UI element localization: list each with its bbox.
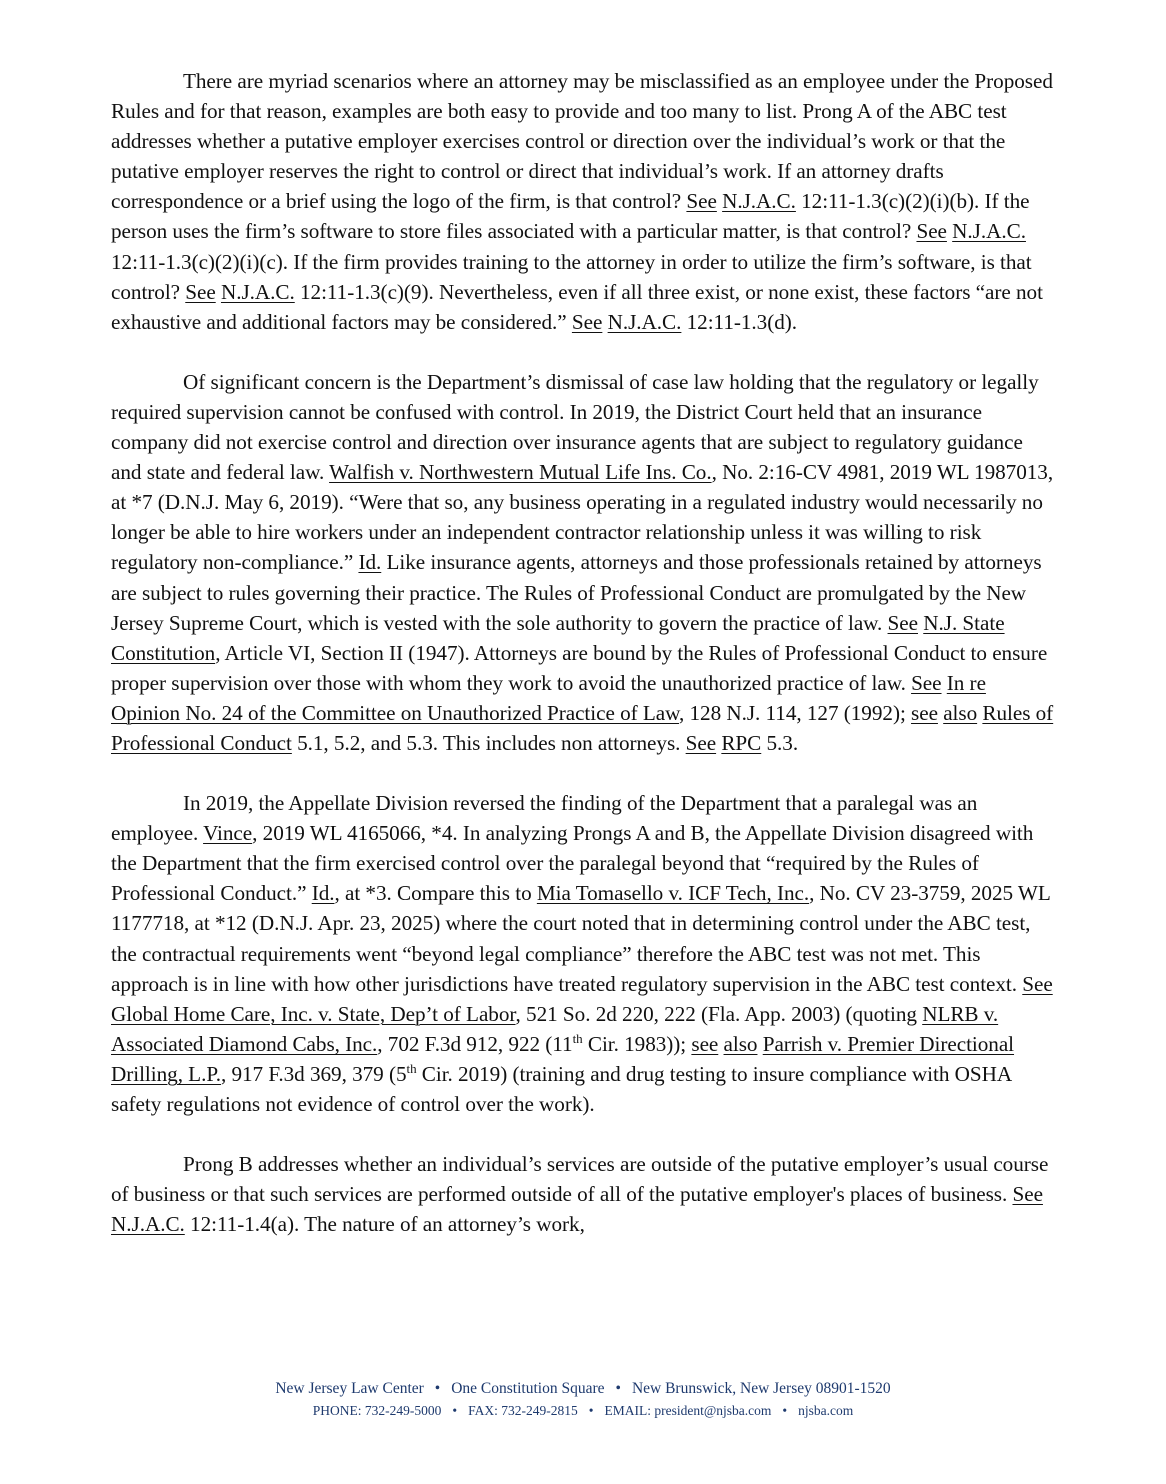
citation-underlined: Id. <box>358 550 382 575</box>
citation-underlined: See <box>686 189 717 214</box>
citation-underlined: See <box>887 610 918 635</box>
text-run: , 2019 WL 4165066, *4. In analyzing Prongs A and B, the Appellate Division disagreed with the Department that the firm exercised control over the paralegal beyond that “required by the Rules of Professional Conduct.” <box>111 821 1034 906</box>
citation-underlined: In re Opinion No. 24 of the Committee on Unauthorized Practice of Law <box>111 670 986 725</box>
citation-underlined: N.J.A.C. <box>952 219 1026 244</box>
footer-address-line <box>0 1378 1166 1400</box>
citation-underlined: Mia Tomasello v. ICF Tech, Inc. <box>536 881 810 906</box>
citation-underlined: N.J.A.C. <box>607 309 682 334</box>
citation-underlined: See <box>571 309 603 334</box>
citation-underlined: See <box>1012 1182 1043 1207</box>
citation-underlined: Rules of Professional Conduct <box>111 700 1054 755</box>
citation-underlined: see <box>911 700 938 725</box>
text-run: , 128 N.J. 114, 127 (1992); <box>678 700 912 725</box>
text-run: , at *3. Compare this to <box>334 881 537 906</box>
citation-underlined: N.J.A.C. <box>111 1212 185 1237</box>
paragraph-regulatory-supervision <box>111 367 1054 758</box>
citation-underlined: Global Home Care, Inc. v. State, Dep’t of Labor <box>111 1001 516 1026</box>
text-run: 12:11-1.3(d). <box>681 309 798 334</box>
footer-separator: • <box>782 1403 788 1418</box>
paragraph-prong-b <box>111 1149 1054 1239</box>
footer-fax: 732-249-2815 <box>501 1403 578 1418</box>
text-run: , 521 So. 2d 220, 222 (Fla. App. 2003) (quoting <box>515 1001 923 1026</box>
text-run: 5.3. <box>761 730 799 755</box>
text-run: In 2019, the Appellate Division reversed the finding of the Department that a paralegal was an employee. <box>111 791 978 846</box>
citation-underlined: RPC <box>721 730 762 755</box>
text-run: 12:11-1.4(a). The nature of an attorney’s work, <box>184 1212 585 1237</box>
paragraph-prong-a <box>111 66 1054 337</box>
citation-underlined: Parrish v. Premier Directional Drilling, L.P. <box>111 1031 1015 1086</box>
footer-city: New Brunswick, New Jersey 08901-1520 <box>631 1380 891 1397</box>
ordinal-suffix: th <box>572 1030 583 1046</box>
footer-separator: • <box>588 1403 594 1418</box>
citation-underlined: see <box>691 1031 719 1056</box>
footer-org-name: New Jersey Law Center <box>275 1380 424 1397</box>
paragraph-appellate-division <box>111 788 1054 1119</box>
text-run: Cir. 1983)); <box>582 1031 692 1056</box>
footer-email-label: EMAIL: <box>604 1403 651 1418</box>
footer-contact-line <box>0 1400 1166 1422</box>
text-run: Of significant concern is the Department’s dismissal of case law holding that the regulatory or legally required supervision cannot be confused with control. In 2019, the District Court held that an insurance company did not exercise control and direction over insurance agents that are subject to regulatory guidance and state and federal law. <box>111 369 1039 485</box>
text-run: Cir. 2019) (training and drug testing to insure compliance with OSHA safety regulations not evidence of control over the work). <box>111 1061 1011 1116</box>
text-run: , Article VI, Section II (1947). Attorneys are bound by the Rules of Professional Conduct to ensure proper supervision over those with whom they work to avoid the unauthorized practice of law. <box>111 640 1048 695</box>
ordinal-suffix: th <box>406 1060 417 1076</box>
citation-underlined: See <box>685 730 717 755</box>
text-run: , No. CV 23-3759, 2025 WL 1177718, at *12 (D.N.J. Apr. 23, 2025) where the court noted that in determining control under the ABC test, the contractual requirements went “beyond legal compliance” therefore the ABC test was not met. This approach is in line with how other jurisdictions have treated regulatory supervision in the ABC test context. <box>111 881 1050 996</box>
footer-website-link[interactable]: njsba.com <box>798 1403 854 1418</box>
footer-phone: 732-249-5000 <box>364 1403 442 1418</box>
citation-underlined: Id. <box>311 881 335 906</box>
citation-underlined: also <box>943 700 978 725</box>
text-run: , 917 F.3d 369, 379 (5 <box>220 1061 407 1086</box>
footer-fax-label: FAX: <box>468 1403 498 1418</box>
footer-separator: • <box>452 1403 458 1418</box>
citation-underlined: N.J.A.C. <box>220 279 295 304</box>
text-run: 12:11-1.3(c)(9). Nevertheless, even if all three exist, or none exist, these factors “are not exhaustive and additional factors may be considered.” <box>111 279 1043 334</box>
citation-underlined: NLRB v. Associated Diamond Cabs, Inc. <box>111 1001 999 1056</box>
citation-underlined: also <box>723 1031 758 1056</box>
footer-street: One Constitution Square <box>451 1380 605 1397</box>
citation-underlined: Vince <box>203 821 253 846</box>
text-run: There are myriad scenarios where an attorney may be misclassified as an employee under the Proposed Rules and for that reason, examples are both easy to provide and too many to list. Prong A of the ABC test addresses whether a putative employer exercises control or direction over the individual’s work or that the putative employer reserves the right to control or direct that individual’s work. If an attorney drafts correspondence or a brief using the logo of the firm, is that control? <box>111 69 1053 214</box>
letterhead-footer <box>0 1378 1166 1422</box>
text-run: 12:11-1.3(c)(2)(i)(b). If the person uses the firm’s software to store files associated with a particular matter, is that control? <box>111 189 1030 244</box>
text-run: , 702 F.3d 912, 922 (11 <box>377 1031 573 1056</box>
citation-underlined: N.J. State Constitution <box>111 610 1005 665</box>
footer-separator: • <box>434 1380 441 1397</box>
footer-separator: • <box>615 1380 621 1397</box>
text-run: 12:11-1.3(c)(2)(i)(c). If the firm provides training to the attorney in order to utilize the firm’s software, is that control? <box>111 249 1032 304</box>
footer-phone-label: PHONE: <box>312 1403 362 1418</box>
text-run: 5.1, 5.2, and 5.3. This includes non attorneys. <box>291 730 686 755</box>
citation-underlined: Walfish v. Northwestern Mutual Life Ins. Co. <box>329 460 712 485</box>
citation-underlined: See <box>916 219 947 244</box>
citation-underlined: See <box>911 670 942 695</box>
body-text <box>111 66 1054 1239</box>
citation-underlined: N.J.A.C. <box>722 189 796 214</box>
citation-underlined: See <box>185 279 216 304</box>
citation-underlined: See <box>1022 971 1053 996</box>
text-run: , No. 2:16-CV 4981, 2019 WL 1987013, at *7 (D.N.J. May 6, 2019). “Were that so, any business operating in a regulated industry would necessarily no longer be able to hire workers under an independent contractor relationship unless it was willing to risk regulatory non-compliance.” <box>111 460 1054 575</box>
footer-email-link[interactable]: president@njsba.com <box>654 1403 772 1418</box>
text-run: Prong B addresses whether an individual’s services are outside of the putative employer’s usual course of business or that such services are performed outside of all of the putative employer's places of business. <box>111 1152 1049 1207</box>
text-run: Like insurance agents, attorneys and those professionals retained by attorneys are subject to rules governing their practice. The Rules of Professional Conduct are promulgated by the New Jersey Supreme Court, which is vested with the sole authority to govern the practice of law. <box>111 550 1042 635</box>
